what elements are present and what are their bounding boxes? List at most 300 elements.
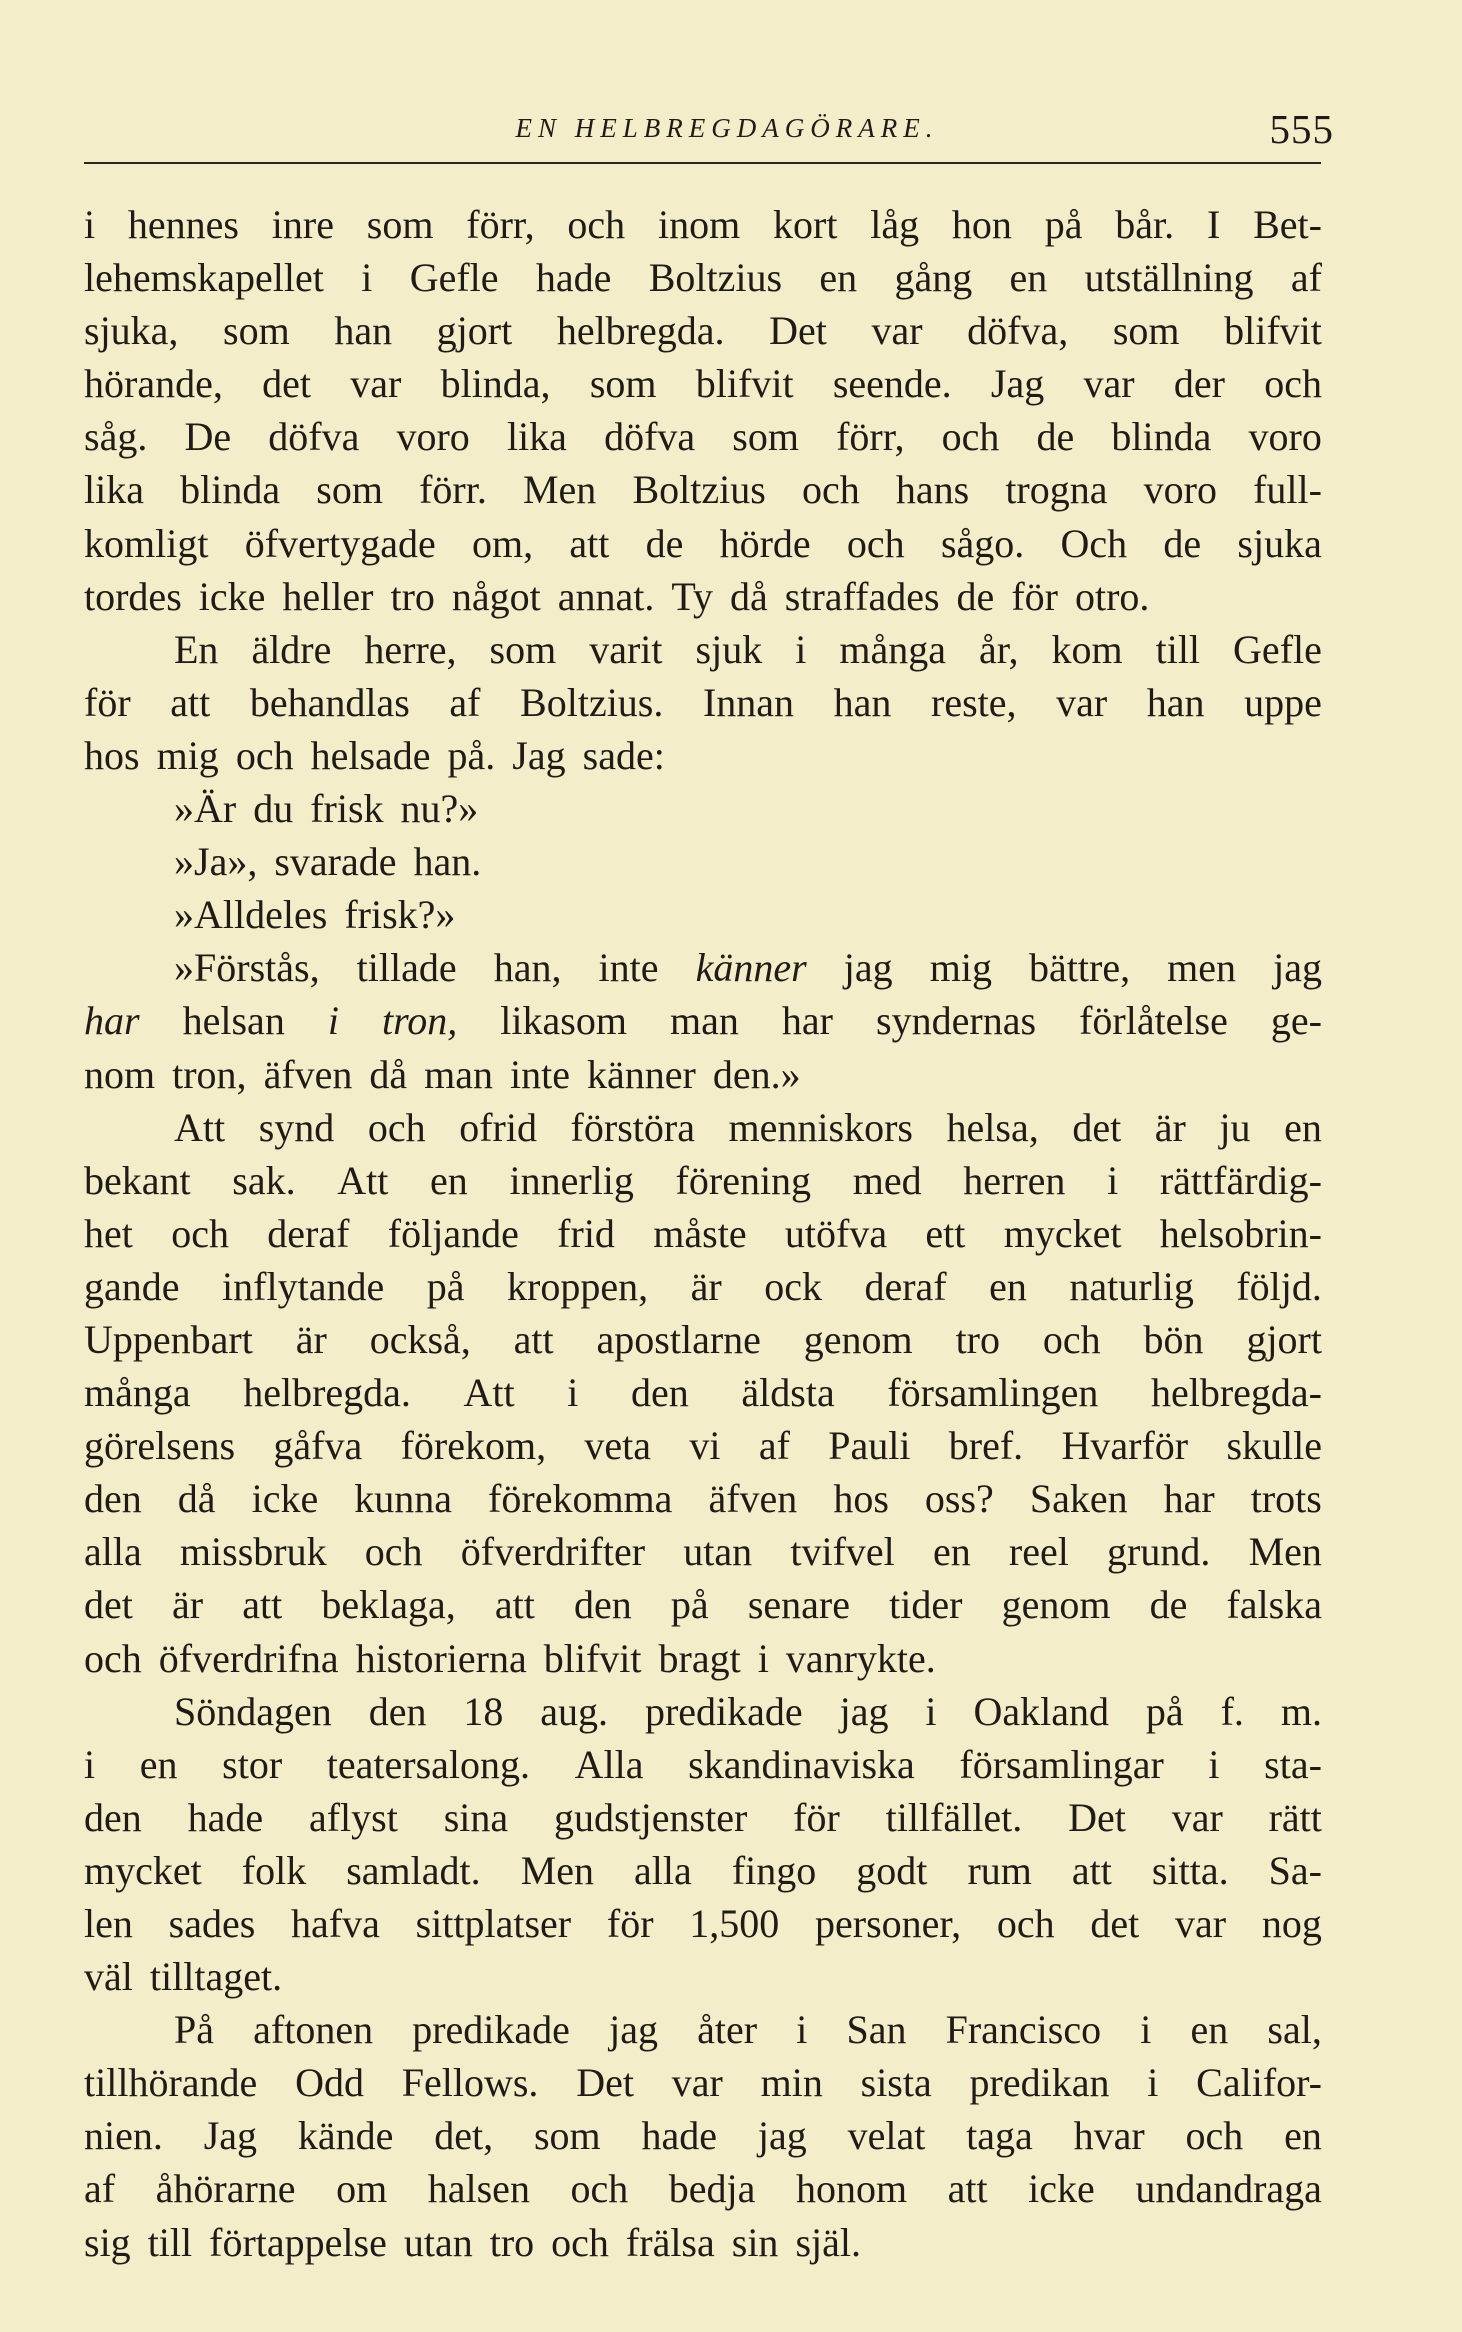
word: len xyxy=(84,1901,133,1946)
word: på. xyxy=(447,732,496,778)
text-line xyxy=(84,1578,1322,1631)
word: har xyxy=(781,998,833,1044)
word: för xyxy=(793,1794,840,1840)
word: en xyxy=(1284,2113,1322,2159)
text-line xyxy=(84,782,1322,835)
word: sades xyxy=(168,1901,256,1946)
word: han xyxy=(334,308,393,354)
text-line xyxy=(84,1632,1322,1685)
word: »Förstås, xyxy=(174,945,320,991)
word: kom xyxy=(1051,626,1123,672)
word: Alla xyxy=(574,1741,644,1787)
word: en xyxy=(139,1741,178,1787)
word: en xyxy=(932,1529,971,1575)
word: velat xyxy=(847,2113,926,2159)
word: voro xyxy=(1143,467,1217,513)
word: en xyxy=(1190,2007,1229,2053)
word: apostlarne xyxy=(596,1316,761,1362)
word: hade xyxy=(535,255,612,301)
word: utan xyxy=(683,1529,753,1575)
text-line xyxy=(84,1366,1322,1419)
word: En xyxy=(174,626,219,672)
word: men xyxy=(1167,945,1237,991)
word: frid xyxy=(557,1210,615,1256)
word: döfva, xyxy=(967,308,1069,354)
word: gåfva xyxy=(273,1423,363,1469)
word: förlåtelse xyxy=(1079,998,1228,1044)
word: Jag xyxy=(990,361,1045,407)
word: då xyxy=(177,1476,216,1522)
paragraph-elder-gentleman xyxy=(84,623,1322,782)
word: Odd xyxy=(295,2060,364,2106)
word: sta- xyxy=(1264,1741,1322,1787)
word: man xyxy=(424,1051,494,1097)
word: icke xyxy=(1028,2166,1095,2212)
text-line xyxy=(84,888,1322,941)
word: icke xyxy=(198,573,266,619)
text-line xyxy=(84,2003,1322,2056)
word: känner xyxy=(587,1051,696,1097)
word: gudstjenster xyxy=(553,1794,748,1840)
word: historierna xyxy=(355,1635,527,1681)
word: personer, xyxy=(815,1901,962,1946)
word: själ. xyxy=(795,2219,861,2265)
word: frisk?» xyxy=(344,892,456,938)
word: svarade xyxy=(274,839,397,885)
word: har xyxy=(1163,1476,1215,1522)
word: och xyxy=(570,2166,629,2212)
word: många xyxy=(839,626,946,672)
paragraph-sin-and-health xyxy=(84,1101,1322,1685)
word: herren xyxy=(963,1157,1066,1203)
paragraph-dialogue-2 xyxy=(84,835,1322,888)
word: följd. xyxy=(1236,1263,1322,1309)
italic-word: tron, xyxy=(382,998,458,1044)
word: Det xyxy=(1068,1794,1126,1840)
word: lehemskapellet xyxy=(84,255,324,301)
word: de xyxy=(1149,1582,1188,1628)
text-line xyxy=(84,410,1322,463)
word: helbregda- xyxy=(1150,1370,1322,1416)
word: om xyxy=(336,2166,388,2212)
text-line xyxy=(84,1207,1322,1260)
word: Och xyxy=(1060,520,1128,566)
word: nog xyxy=(1261,1901,1322,1946)
word: på xyxy=(1044,202,1083,247)
word: görelsens xyxy=(84,1423,236,1469)
word: frisk xyxy=(310,786,384,832)
word: bekant xyxy=(84,1157,191,1203)
text-line xyxy=(84,676,1322,729)
word: stor xyxy=(222,1741,283,1787)
word: voro xyxy=(1248,414,1322,460)
word: förstöra xyxy=(570,1104,695,1150)
text-line xyxy=(84,1525,1322,1578)
word: hennes xyxy=(127,202,239,247)
word: sittplatser xyxy=(415,1901,572,1946)
word: den xyxy=(631,1370,689,1416)
text-line xyxy=(84,2162,1322,2215)
word: Sa- xyxy=(1268,1847,1322,1893)
text-line xyxy=(84,1897,1322,1950)
word: inte xyxy=(598,945,659,991)
word: äfven xyxy=(263,1051,353,1097)
word: mig xyxy=(929,945,992,991)
word: halsen xyxy=(427,2166,530,2212)
word: trogna xyxy=(1005,467,1108,513)
word: sjuk xyxy=(695,626,763,672)
word: och xyxy=(171,1210,229,1256)
word: förr, xyxy=(466,202,535,247)
word: som xyxy=(366,202,434,247)
word: att xyxy=(242,1582,283,1628)
word: gande xyxy=(84,1263,180,1309)
word: församlingar xyxy=(959,1741,1164,1787)
word: hos xyxy=(833,1476,889,1522)
word: rätt xyxy=(1268,1794,1322,1840)
page-number: 555 xyxy=(1269,106,1334,152)
word: Oakland xyxy=(973,1688,1109,1734)
word: samladt. xyxy=(346,1847,481,1893)
word: komligt xyxy=(84,520,209,566)
text-line xyxy=(84,835,1322,888)
word: uppe xyxy=(1244,679,1322,725)
word: jag xyxy=(609,2007,658,2053)
text-line xyxy=(84,463,1322,516)
word: bättre, xyxy=(1029,945,1131,991)
text-line xyxy=(84,2056,1322,2109)
word: syndernas xyxy=(876,998,1037,1044)
word: Men xyxy=(1248,1529,1322,1575)
word: som xyxy=(1112,308,1180,354)
word: »Ja», xyxy=(174,839,258,885)
word: reel xyxy=(1008,1529,1069,1575)
word: i xyxy=(757,1635,769,1681)
word: min xyxy=(760,2060,823,2106)
word: teatersalong. xyxy=(326,1741,531,1787)
word: ju xyxy=(1219,1104,1251,1150)
word: Uppenbart xyxy=(84,1316,253,1362)
word: tillfället. xyxy=(885,1794,1023,1840)
word: döfva xyxy=(268,414,360,460)
word: i xyxy=(1140,2007,1152,2053)
word: bref. xyxy=(948,1423,1024,1469)
word: sin xyxy=(731,2219,779,2265)
word: helsan xyxy=(182,998,285,1044)
word: tordes xyxy=(84,573,182,619)
word: Gefle xyxy=(409,255,499,301)
word: tro xyxy=(955,1316,1000,1362)
word: gång xyxy=(894,255,973,301)
word: helbregda. xyxy=(556,308,725,354)
word: voro xyxy=(396,414,470,460)
word: Jag xyxy=(203,2113,258,2159)
word: heller xyxy=(282,573,374,619)
word: Boltzius xyxy=(648,255,783,301)
word: och xyxy=(551,2219,609,2265)
word: aftonen xyxy=(253,2007,374,2053)
word: åter xyxy=(697,2007,758,2053)
word: kände xyxy=(297,2113,394,2159)
word: menniskors xyxy=(728,1104,913,1150)
word: predikade xyxy=(644,1688,803,1734)
word: sjuka, xyxy=(84,308,179,354)
word: de xyxy=(1163,520,1202,566)
word: att xyxy=(947,2166,988,2212)
word: skulle xyxy=(1226,1423,1322,1469)
word: det xyxy=(262,361,311,407)
word: äldre xyxy=(251,626,332,672)
word: följande xyxy=(387,1210,519,1256)
word: blinda, xyxy=(440,361,551,407)
word: han xyxy=(1146,679,1205,725)
word: och xyxy=(1042,1316,1101,1362)
word: annat. xyxy=(557,573,655,619)
word: låg xyxy=(870,202,920,247)
word: då xyxy=(730,573,768,619)
word: 18 xyxy=(463,1688,504,1734)
word: hon xyxy=(951,202,1012,247)
word: sak. xyxy=(232,1157,296,1203)
word: Saken xyxy=(1029,1476,1128,1522)
italic-word: i xyxy=(327,998,339,1044)
word: sina xyxy=(443,1794,509,1840)
word: för xyxy=(606,1901,654,1946)
word: i xyxy=(361,255,373,301)
word: veta xyxy=(584,1423,652,1469)
word: äfven xyxy=(708,1476,798,1522)
word: synd xyxy=(258,1104,335,1150)
word: på xyxy=(426,1263,465,1309)
word: De xyxy=(184,414,232,460)
word: tider xyxy=(889,1582,963,1628)
word: Ty xyxy=(671,573,714,619)
word: och xyxy=(1185,2113,1244,2159)
word: På xyxy=(174,2007,214,2053)
word: utöfva xyxy=(784,1210,888,1256)
word: senare xyxy=(747,1582,850,1628)
word: innerlig xyxy=(509,1157,634,1203)
word: var xyxy=(671,2060,723,2106)
word: sågo. xyxy=(940,520,1025,566)
word: Att xyxy=(174,1104,226,1150)
word: Boltzius xyxy=(632,467,766,513)
word: bedja xyxy=(668,2166,756,2212)
text-body xyxy=(84,198,1322,2269)
word: beklaga, xyxy=(321,1582,456,1628)
word: församlingen xyxy=(887,1370,1099,1416)
word: alla xyxy=(634,1847,692,1893)
word: förr. xyxy=(419,467,487,513)
word: m. xyxy=(1280,1688,1322,1734)
word: behandlas xyxy=(249,679,410,725)
word: var xyxy=(1175,1901,1227,1946)
paragraph-dialogue-3 xyxy=(84,888,1322,941)
word: helbregda. xyxy=(243,1370,411,1416)
running-title: EN HELBREGDAGÖRARE. xyxy=(515,113,939,143)
word: de xyxy=(1036,414,1075,460)
text-line xyxy=(84,729,1322,782)
word: straffades xyxy=(784,573,940,619)
word: öfverdrifna xyxy=(158,1635,339,1681)
word: Söndagen xyxy=(174,1688,332,1734)
word: en xyxy=(1284,1104,1322,1150)
word: honom xyxy=(795,2166,908,2212)
word: en xyxy=(989,1263,1027,1309)
text-line xyxy=(84,1950,1322,2003)
word: full- xyxy=(1253,467,1322,513)
word: måste xyxy=(653,1210,747,1256)
word: många xyxy=(84,1370,191,1416)
word: Francisco xyxy=(945,2007,1102,2053)
word: bår. xyxy=(1115,202,1175,247)
word: af xyxy=(449,679,481,725)
word: blifvit xyxy=(1224,308,1322,354)
word: förr, xyxy=(836,414,905,460)
word: nien. xyxy=(84,2113,163,2159)
word: de xyxy=(956,573,995,619)
word: och xyxy=(1264,361,1322,407)
word: nu?» xyxy=(400,786,479,832)
word: som xyxy=(316,467,383,513)
word: han xyxy=(833,679,892,725)
word: öfvertygade xyxy=(244,520,436,566)
word: missbruk xyxy=(179,1529,327,1575)
word: Att xyxy=(463,1370,515,1416)
word: Pauli xyxy=(828,1423,911,1469)
word: helsade xyxy=(310,732,431,778)
word: hade xyxy=(187,1794,264,1840)
word: Det xyxy=(769,308,827,354)
word: det xyxy=(1090,1901,1140,1946)
word: var xyxy=(1171,1794,1223,1840)
word: folk xyxy=(241,1847,307,1893)
paragraph-san-francisco xyxy=(84,2003,1322,2268)
text-line xyxy=(84,1313,1322,1366)
word: ofrid xyxy=(459,1104,537,1150)
word: helsa, xyxy=(946,1104,1039,1150)
word: är xyxy=(690,1263,722,1309)
word: som xyxy=(489,626,557,672)
word: med xyxy=(852,1157,922,1203)
word: då xyxy=(369,1051,408,1097)
word: Det xyxy=(576,2060,634,2106)
paragraph-dialogue-4 xyxy=(84,941,1322,1100)
word: mig xyxy=(156,732,219,778)
text-line xyxy=(84,1791,1322,1844)
word: han, xyxy=(493,945,562,991)
word: såg. xyxy=(84,414,148,460)
word: icke xyxy=(251,1476,319,1522)
text-line xyxy=(84,304,1322,357)
word: aflyst xyxy=(308,1794,398,1840)
word: aug. xyxy=(540,1688,609,1734)
word: hörde xyxy=(719,520,811,566)
word: öfverdrifter xyxy=(460,1529,646,1575)
word: som xyxy=(533,2113,601,2159)
word: »Är xyxy=(174,786,237,832)
word: oss? xyxy=(924,1476,994,1522)
word: grund. xyxy=(1107,1529,1211,1575)
text-line xyxy=(84,2109,1322,2162)
word: hafva xyxy=(291,1901,380,1946)
word: i xyxy=(1147,2060,1159,2106)
word: deraf xyxy=(864,1263,947,1309)
word: år, xyxy=(978,626,1019,672)
text-line xyxy=(84,623,1322,676)
word: i xyxy=(1107,1157,1119,1203)
word: deraf xyxy=(267,1210,350,1256)
word: han. xyxy=(413,839,482,885)
word: »Alldeles xyxy=(174,892,328,938)
word: att xyxy=(513,1316,554,1362)
text-line xyxy=(84,1048,1322,1101)
word: jag xyxy=(843,945,893,991)
word: och xyxy=(567,202,626,247)
word: vi xyxy=(689,1423,721,1469)
word: trots xyxy=(1250,1476,1322,1522)
word: det xyxy=(1072,1104,1122,1150)
word: den xyxy=(84,1794,142,1840)
word: att xyxy=(170,679,211,725)
word: het xyxy=(84,1210,133,1256)
word: och xyxy=(84,1635,142,1681)
word: som xyxy=(589,361,657,407)
word: falska xyxy=(1226,1582,1322,1628)
running-header xyxy=(82,106,1334,158)
word: jag xyxy=(757,2113,807,2159)
word: tron, xyxy=(172,1051,247,1097)
word: hos xyxy=(84,732,140,778)
word: på xyxy=(670,1582,709,1628)
word: var xyxy=(1056,679,1108,725)
word: den xyxy=(574,1582,632,1628)
text-line xyxy=(84,198,1322,251)
word: Hvarför xyxy=(1061,1423,1189,1469)
word: och xyxy=(364,1529,423,1575)
word: i xyxy=(925,1688,937,1734)
word: seende. xyxy=(832,361,952,407)
word: var xyxy=(1083,361,1135,407)
word: en xyxy=(1009,255,1048,301)
word: jag xyxy=(839,1688,889,1734)
word: lika xyxy=(84,467,144,513)
word: Califor- xyxy=(1196,2060,1322,2106)
word: nom xyxy=(84,1051,156,1097)
header-rule xyxy=(84,162,1321,164)
word: tillade xyxy=(356,945,457,991)
word: sitta. xyxy=(1151,1847,1229,1893)
word: godt xyxy=(856,1847,928,1893)
word: en xyxy=(819,255,858,301)
word: jag xyxy=(1273,945,1322,991)
word: varit xyxy=(589,626,663,672)
word: ock xyxy=(764,1263,822,1309)
word: reste, xyxy=(931,679,1017,725)
text-line xyxy=(84,994,1322,1047)
word: att xyxy=(494,1582,535,1628)
word: tro xyxy=(390,573,435,619)
word: hvar xyxy=(1073,2113,1145,2159)
word: inom xyxy=(657,202,741,247)
text-line xyxy=(84,251,1322,304)
word: det, xyxy=(434,2113,494,2159)
italic-word: känner xyxy=(695,945,807,991)
word: äldsta xyxy=(741,1370,835,1416)
word: väl xyxy=(84,1954,133,2000)
text-line xyxy=(84,1419,1322,1472)
word: åhörarne xyxy=(155,2166,296,2212)
